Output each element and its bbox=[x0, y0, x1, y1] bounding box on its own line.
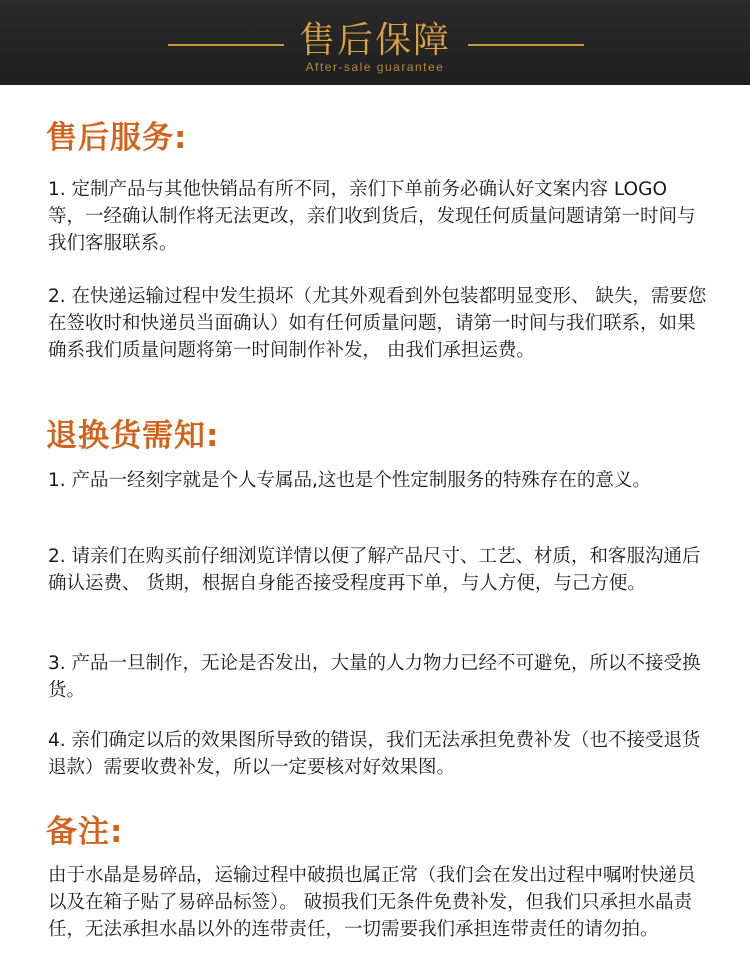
returns-item-1: 1. 产品一经刻字就是个人专属品,这也是个性定制服务的特殊存在的意义。 bbox=[48, 470, 651, 491]
notes-text: 由于水晶是易碎品，运输过程中破损也属正常（我们会在发出过程中嘱咐快递员以及在箱子贴了易碎品标签）。 破损我们无条件免费补发，但我们只承担水晶责任，无法承担水晶以外的连带责任，一切需要我们承担连带责任的请勿拍。 bbox=[48, 865, 696, 940]
banner-rule-right bbox=[468, 44, 584, 46]
returns-item-4: 4. 亲们确定以后的效果图所导致的错误，我们无法承担免费补发（也不接受退货退款）需要收费补发，所以一定要核对好效果图。 bbox=[48, 730, 701, 778]
returns-item-3: 3. 产品一旦制作，无论是否发出，大量的人力物力已经不可避免，所以不接受换货。 bbox=[48, 653, 701, 701]
after-sale-banner bbox=[0, 0, 750, 85]
heading-after-sale-service: 售后服务: bbox=[46, 120, 188, 156]
service-item-1: 1. 定制产品与其他快销品有所不同，亲们下单前务必确认好文案内容 LOGO 等，一经确认制作将无法更改，亲们收到货后，发现任何质量问题请第一时间与我们客服联系。 bbox=[48, 179, 696, 254]
heading-notes: 备注: bbox=[46, 814, 124, 850]
banner-subtitle: After-sale guarantee bbox=[305, 60, 445, 74]
returns-item-2: 2. 请亲们在购买前仔细浏览详情以便了解产品尺寸、工艺、材质，和客服沟通后确认运费、 货期，根据自身能否接受程度再下单，与人方便，与己方便。 bbox=[48, 546, 701, 594]
heading-returns-notice: 退换货需知: bbox=[46, 418, 220, 454]
service-item-2: 2. 在快递运输过程中发生损坏（尤其外观看到外包装都明显变形、 缺失，需要您在签收时和快递员当面确认）如有任何质量问题，请第一时间与我们联系，如果确系我们质量问题将第一时间制作补发， 由我们承担运费。 bbox=[48, 286, 707, 361]
banner-title: 售后保障 bbox=[298, 20, 451, 61]
